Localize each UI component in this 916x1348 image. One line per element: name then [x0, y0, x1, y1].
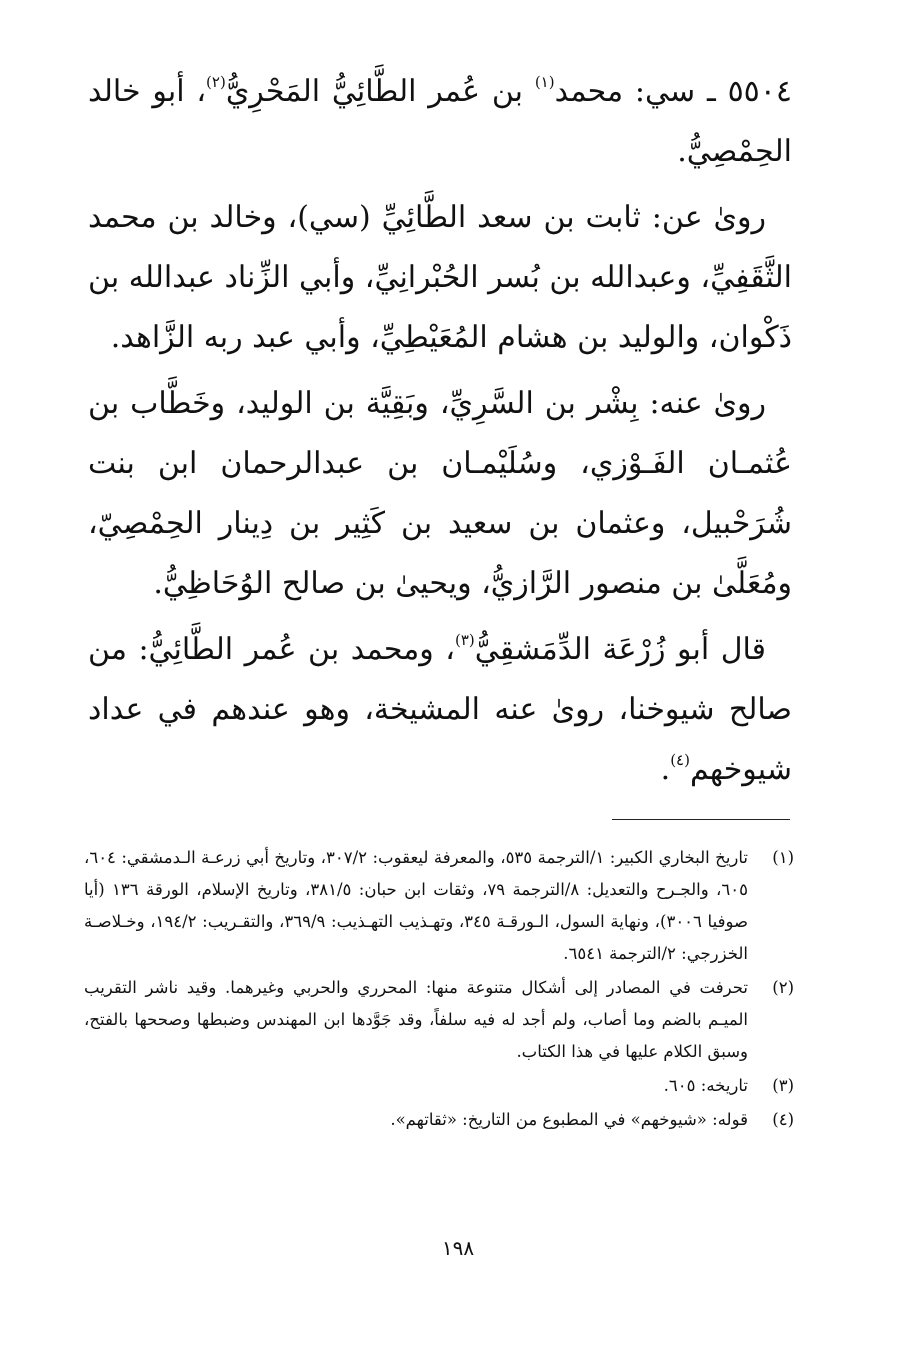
footnote-text: تاريخه: ٦٠٥. — [663, 1076, 748, 1095]
footnote-3 — [84, 1070, 794, 1102]
entry-number-and-name: ٥٥٠٤ ـ سي: محمد — [554, 74, 793, 109]
footnote-ref-2: (٢) — [206, 73, 226, 91]
page-number: ١٩٨ — [441, 1236, 475, 1260]
footnote-ref-1: (١) — [534, 73, 555, 91]
entry-heading-paragraph — [88, 62, 792, 182]
footnote-ref-4: (٤) — [670, 751, 690, 769]
footnote-number: (٤) — [772, 1110, 794, 1129]
assessment-text-end: . — [660, 752, 671, 787]
footnotes — [84, 842, 794, 1138]
footnote-separator — [612, 819, 790, 820]
footnote-number: (٣) — [772, 1076, 794, 1095]
assessment-text-middle: ، ومحمد بن عُمر الطَّائِيُّ: من صالح شيوخنا، روىٰ عنه المشيخة، وهو عندهم في عداد شيوخهم — [88, 632, 792, 787]
footnote-number: (٢) — [772, 978, 794, 997]
footnote-text: تاريخ البخاري الكبير: ١/الترجمة ٥٣٥، والمعرفة ليعقوب: ٣٠٧/٢، وتاريخ أبي زرعـة الـدمشقي: ٦٠٤، ٦٠٥، والجـرح والتعديل: ٨/الترجمة ٧٩، وثقات ابن حبان: ٣٨١/٥، وتاريخ الإسلام، الورقة ١٣٦ (أيا صوفيا ٣٠٠٦)، ونهاية السول، الـورقـة ٣٤٥، وتهـذيب التهـذيب: ٣٦٩/٩، والتقـريب: ١٩٤/٢، وخـلاصـة الخزرجي: ٢/الترجمة ٦٥٤١. — [84, 848, 749, 963]
assessment-paragraph — [88, 620, 792, 800]
footnote-2 — [84, 972, 794, 1068]
footnote-number: (١) — [772, 848, 794, 867]
narrated-from-paragraph: روىٰ عن: ثابت بن سعد الطَّائِيِّ (سي)، وخالد بن محمد الثَّقَفِيِّ، وعبدالله بن بُسر الحُبْرانِيِّ، وأبي الزِّناد عبدالله بن ذَكْوان، والوليد بن هشام المُعَيْطِيِّ، وأبي عبد ربه الزَّاهد. — [88, 200, 792, 355]
footnote-text: قوله: «شيوخهم» في المطبوع من التاريخ: «ثقاتهم». — [390, 1110, 748, 1129]
entry-body — [88, 62, 792, 806]
entry-name-continued: بن عُمر الطَّائِيُّ المَحْرِيُّ — [225, 74, 535, 109]
narrated-by-paragraph: روىٰ عنه: بِشْر بن السَّرِيِّ، وبَقِيَّة بن الوليد، وخَطَّاب بن عُثمـان الفَـوْزي، وسُلَيْمـان بن عبدالرحمان ابن بنت شُرَحْبيل، وعثمان بن سعيد بن كَثِير بن دِينار الحِمْصِيّ، ومُعَلَّىٰ بن منصور الرَّازيُّ، ويحيىٰ بن صالح الوُحَاظِيُّ. — [88, 386, 792, 601]
entry-kunya: ، أبو خالد الحِمْصِيُّ. — [88, 74, 792, 169]
assessment-text-start: قال أبو زُرْعَة الدِّمَشقِيُّ — [474, 632, 766, 667]
footnote-text: تحرفت في المصادر إلى أشكال متنوعة منها: المحرري والحربي وغيرهما. وقيد ناشر التقريب الميـم بالضم وما أصاب، ولم أجد له فيه سلفاً، وقد جَوَّدها ابن المهندس وضبطها وصححها بالفتح، وسبق الكلام عليها في هذا الكتاب. — [84, 978, 748, 1061]
footnote-4 — [84, 1104, 794, 1136]
footnote-1 — [84, 842, 794, 970]
footnote-ref-3: (٣) — [454, 631, 475, 649]
